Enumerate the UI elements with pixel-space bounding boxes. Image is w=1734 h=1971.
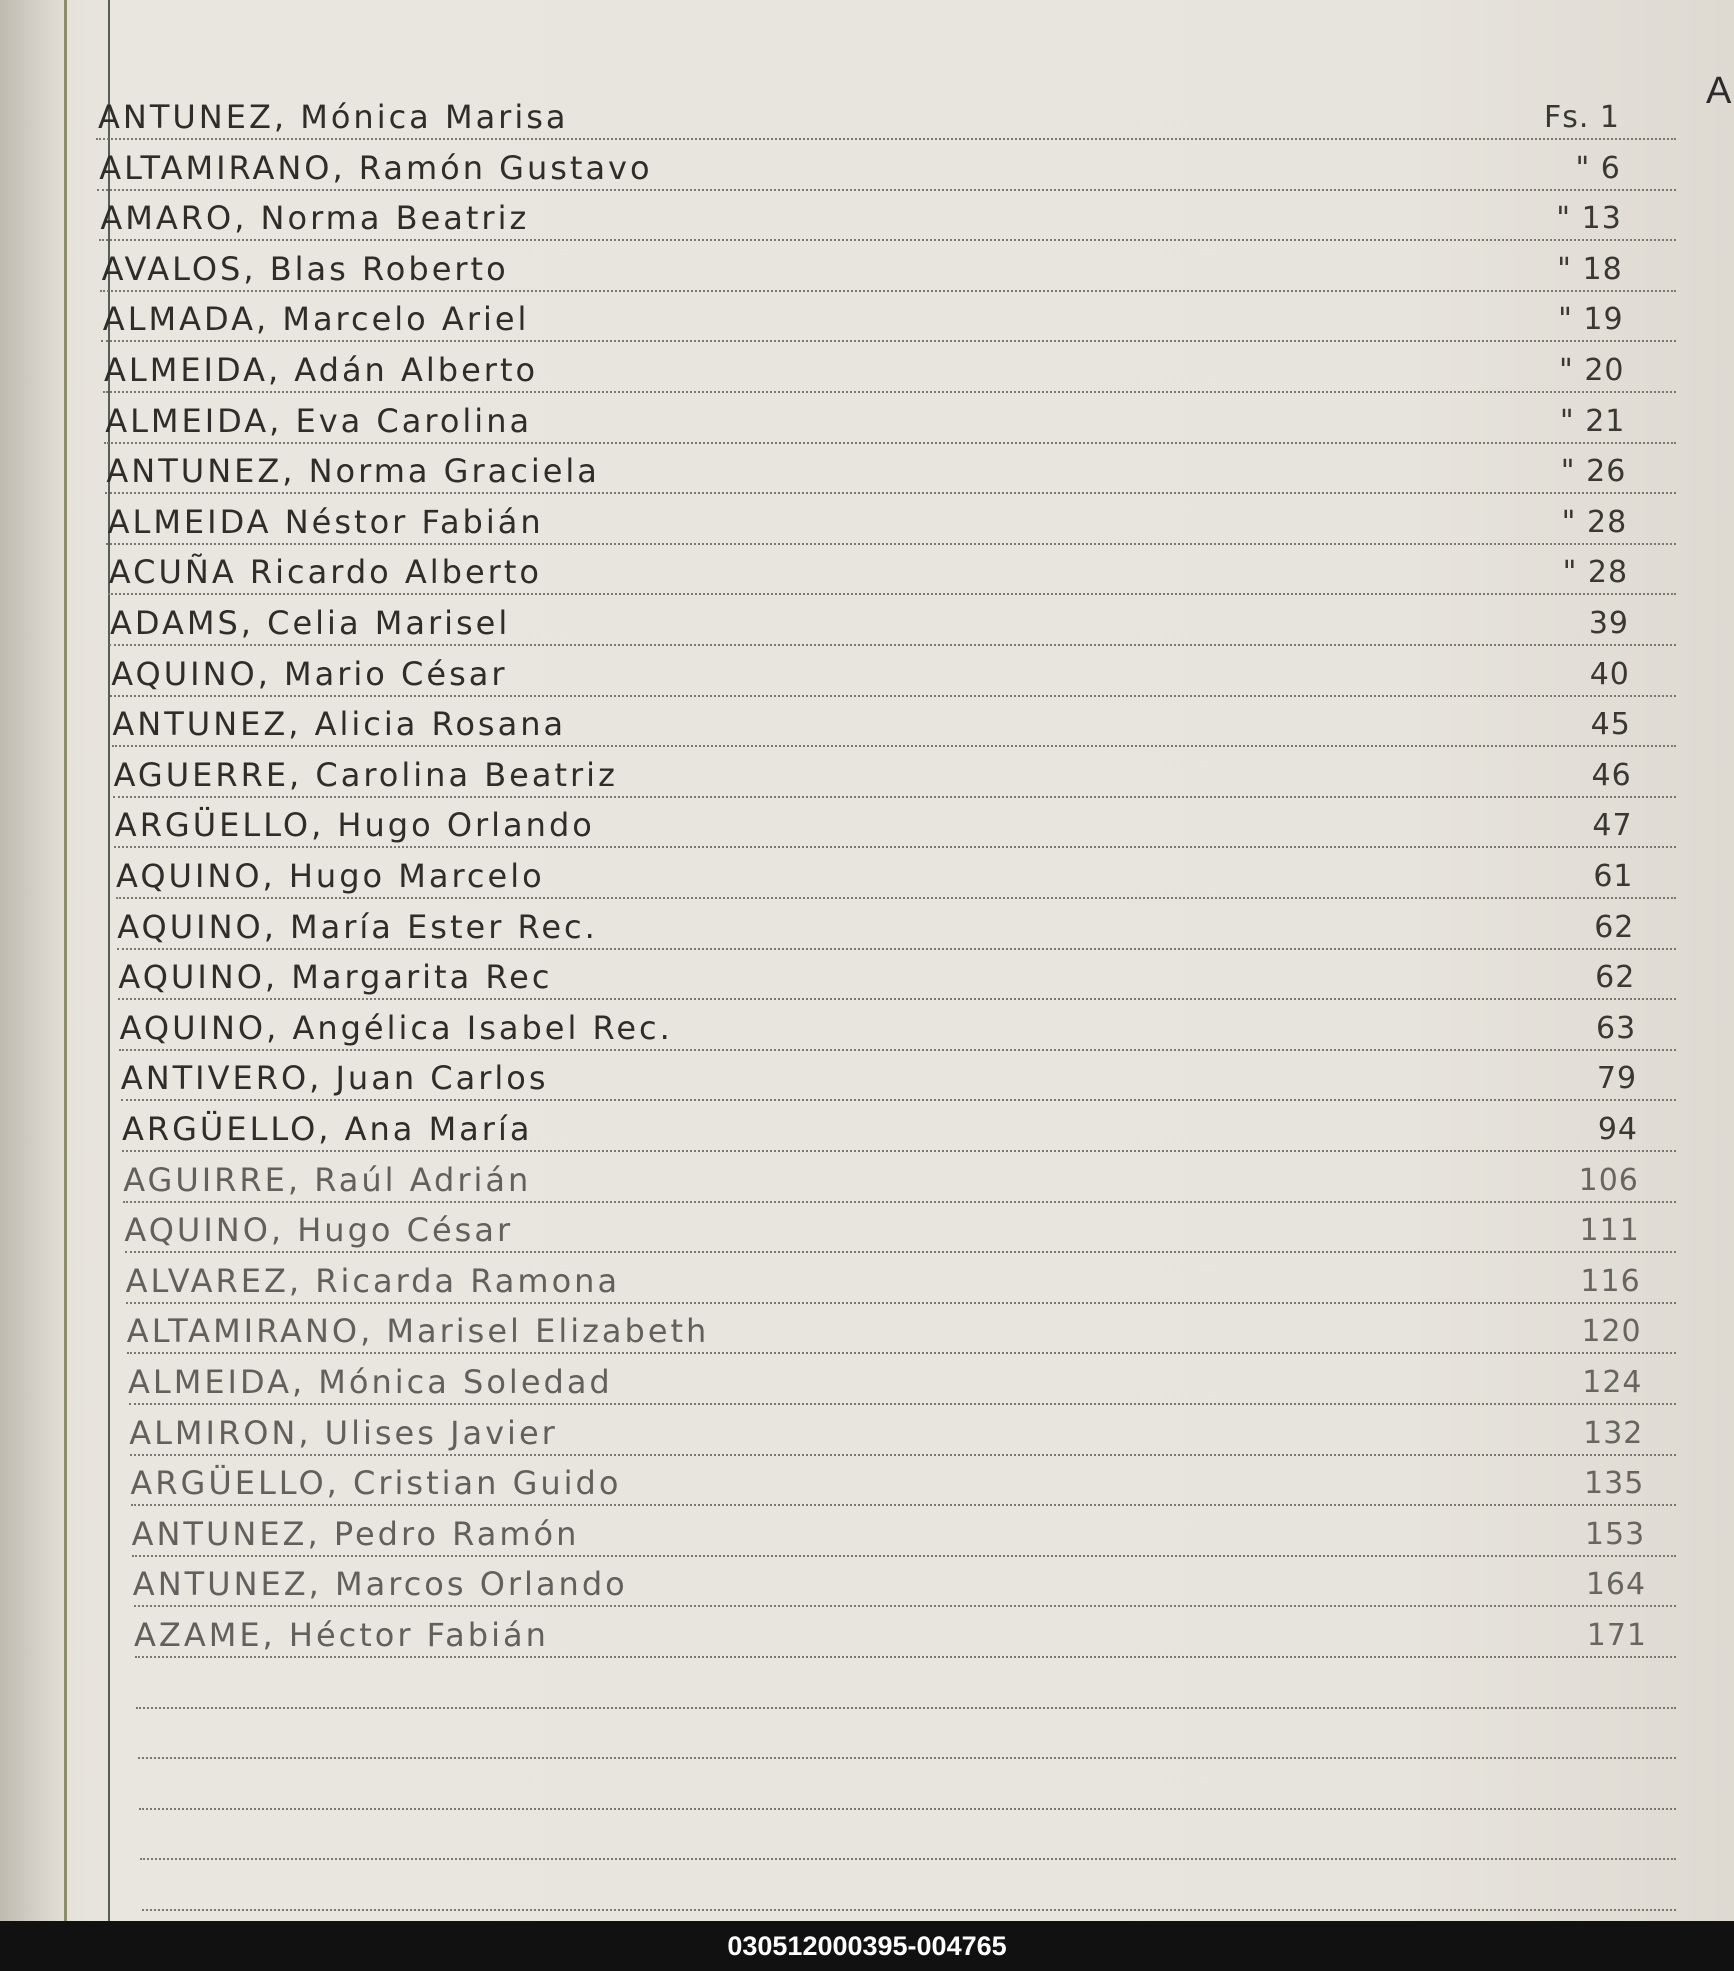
entry-folio: 62 [1595,960,1636,996]
entry-name: ANTUNEZ, Mónica Marisa [98,98,569,136]
entry-folio: 116 [1580,1263,1641,1299]
ruled-line [129,1403,1677,1405]
entry-folio: " 20 [1558,353,1625,388]
ruled-line [131,1504,1676,1506]
entry-name: ACUÑA Ricardo Alberto [108,553,542,592]
page-binding-shadow [0,0,70,1921]
entry-folio: 120 [1581,1314,1642,1350]
ruled-line [99,239,1676,241]
entry-folio: 153 [1584,1516,1646,1552]
entry-folio: " 6 [1575,150,1621,186]
ruled-line [140,1858,1676,1860]
entry-name: AQUINO, Hugo Marcelo [116,857,545,895]
entry-name: ALMIRON, Ulises Javier [129,1413,558,1452]
entry-folio: 94 [1597,1112,1638,1147]
entry-name: ANTUNEZ, Alicia Rosana [112,705,567,744]
entry-folio: 79 [1596,1061,1638,1097]
entry-folio: 135 [1584,1466,1645,1502]
entry-name: AQUINO, Margarita Rec [118,958,553,997]
index-tab-letter: A [1706,70,1732,112]
entry-name: ALTAMIRANO, Ramón Gustavo [99,148,653,187]
entry-folio: " 28 [1562,555,1629,591]
ruled-line [114,846,1676,848]
ruled-line [116,897,1677,899]
ruled-line [123,1201,1676,1203]
ruled-line [134,1605,1676,1607]
entry-name: AGUERRE, Carolina Beatriz [113,755,618,794]
entry-folio: 111 [1579,1213,1640,1249]
entry-name: ARGÜELLO, Hugo Orlando [114,806,595,845]
ruled-line [139,1808,1676,1810]
ruled-line [122,1150,1676,1152]
ruled-line [110,695,1676,697]
entry-name: ANTUNEZ, Marcos Orlando [132,1565,628,1604]
entry-folio: " 13 [1556,201,1622,237]
entry-folio: " 18 [1557,251,1623,287]
entry-folio: 171 [1586,1618,1647,1653]
entry-name: AQUINO, Angélica Isabel Rec. [119,1008,673,1047]
ruled-line [100,290,1676,292]
entry-folio: " 19 [1558,302,1624,338]
ruled-line [104,442,1676,444]
ruled-line [136,1707,1676,1709]
ruled-line [127,1352,1676,1354]
entry-name: ARGÜELLO, Cristian Guido [130,1464,622,1503]
entry-folio: " 21 [1559,403,1626,439]
entry-folio: 63 [1596,1010,1637,1046]
margin-line-outer [64,0,67,1921]
entry-name: ANTUNEZ, Norma Graciela [106,452,600,491]
entry-name: ALMEIDA, Mónica Soledad [128,1363,613,1401]
entry-folio: " 28 [1561,504,1628,540]
entry-name: ALMADA, Marcelo Ariel [102,300,530,339]
entry-folio: 106 [1578,1162,1639,1198]
entry-folio: 132 [1583,1415,1644,1451]
entry-folio: 45 [1590,707,1631,743]
entry-name: AQUINO, María Ester Rec. [117,907,598,946]
ruled-line [113,796,1676,798]
entry-name: AQUINO, Mario César [111,654,508,693]
ruled-line [135,1656,1676,1658]
ruled-line [119,1049,1676,1051]
ruled-line [125,1251,1676,1253]
entry-folio: Fs. 1 [1543,100,1620,135]
entry-name: ALVAREZ, Ricarda Ramona [125,1261,621,1300]
entry-folio: 61 [1593,859,1634,894]
ruled-line [130,1454,1676,1456]
entry-name: ALMEIDA Néstor Fabián [107,502,544,541]
ruled-line [103,391,1677,393]
ruled-line [132,1555,1676,1557]
ruled-line [101,340,1676,342]
entry-folio: " 26 [1560,454,1627,490]
entry-folio: 124 [1582,1365,1643,1400]
entry-folio: 39 [1588,606,1629,641]
entry-name: ANTUNEZ, Pedro Ramón [131,1514,580,1553]
entry-name: AZAME, Héctor Fabián [134,1616,549,1654]
entry-name: ARGÜELLO, Ana María [122,1110,533,1148]
entry-name: ADAMS, Celia Marisel [110,604,511,642]
ruled-line [105,492,1676,494]
margin-line-inner [108,0,110,1921]
ruled-line [142,1909,1677,1911]
ruled-line [108,593,1676,595]
entry-name: ALMEIDA, Adán Alberto [104,351,539,389]
entry-name: AGUIRRE, Raúl Adrián [123,1160,532,1199]
entry-name: ANTIVERO, Juan Carlos [120,1059,549,1098]
ruled-line [117,948,1676,950]
entry-folio: 40 [1589,656,1630,692]
ruled-line [106,543,1676,545]
ruled-line [96,138,1676,140]
entry-name: ALMEIDA, Eva Carolina [105,401,533,440]
ruled-line [118,998,1676,1000]
ruled-line [109,644,1676,646]
entry-folio: 164 [1585,1567,1647,1603]
entry-name: AQUINO, Hugo César [124,1211,514,1250]
entry-name: AMARO, Norma Beatriz [100,199,530,238]
entry-folio: 46 [1591,757,1632,793]
entry-name: ALTAMIRANO, Marisel Elizabeth [126,1312,710,1351]
ruled-line [97,189,1676,191]
scan-id-footer: 030512000395-004765 [0,1921,1734,1971]
ruled-line [121,1099,1676,1101]
entry-folio: 62 [1594,909,1635,945]
entry-folio: 47 [1592,808,1633,844]
ruled-line [138,1757,1676,1759]
ruled-line [112,745,1676,747]
ruled-line [126,1302,1676,1304]
entry-name: AVALOS, Blas Roberto [101,249,509,288]
